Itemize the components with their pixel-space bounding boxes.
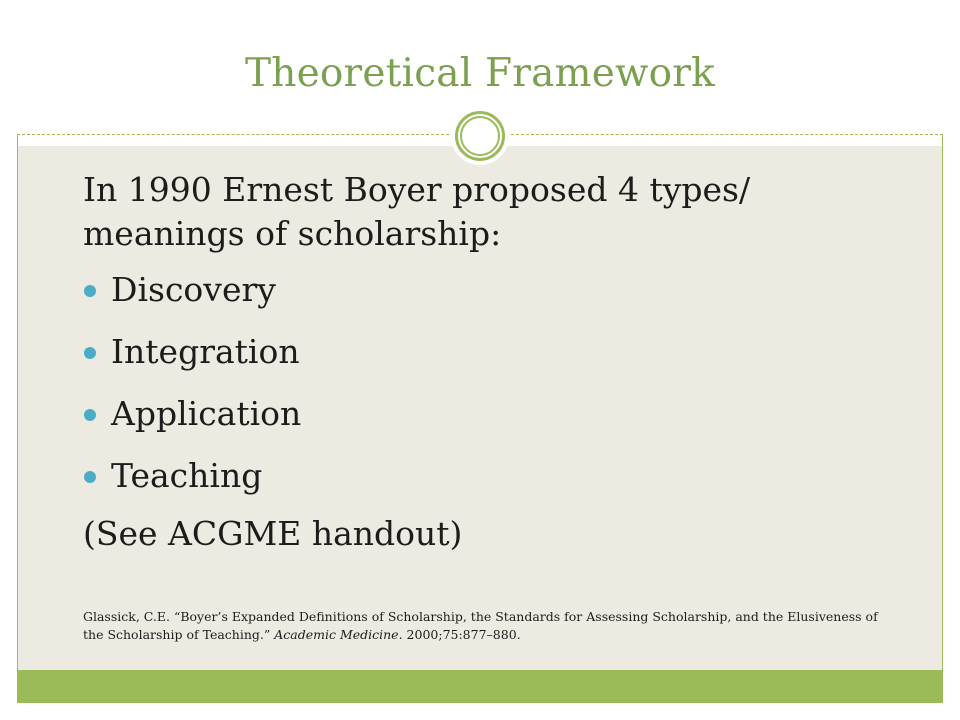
handout-note: (See ACGME handout) bbox=[83, 514, 463, 553]
bullet-item-discovery bbox=[83, 270, 883, 310]
bullet-item-teaching bbox=[83, 456, 883, 496]
bullet-label: Discovery bbox=[111, 270, 276, 309]
bullet-list bbox=[83, 270, 883, 496]
bullet-label: Integration bbox=[111, 332, 300, 371]
bullet-dot-icon bbox=[84, 471, 96, 483]
bullet-dot-icon bbox=[84, 347, 96, 359]
bullet-dot-icon bbox=[84, 409, 96, 421]
bullet-item-application bbox=[83, 394, 883, 434]
bullet-item-integration bbox=[83, 332, 883, 372]
citation bbox=[83, 608, 883, 644]
inner-ring-icon bbox=[460, 116, 500, 156]
bullet-label: Teaching bbox=[111, 456, 263, 495]
citation-journal: Academic Medicine bbox=[274, 627, 399, 642]
citation-text: Glassick, C.E. “Boyer’s Expanded Definitions of Scholarship, the Standards for Assessing Scholarship, and the Elusiveness of the Scholarship of Teaching.” bbox=[83, 609, 878, 642]
citation-details: . 2000;75:877–880. bbox=[398, 627, 521, 642]
bullet-label: Application bbox=[111, 394, 302, 433]
intro-text: In 1990 Ernest Boyer proposed 4 types/ meanings of scholarship: bbox=[83, 170, 751, 253]
bullet-dot-icon bbox=[84, 285, 96, 297]
slide-body bbox=[83, 168, 883, 554]
bottom-accent-bar bbox=[18, 670, 942, 702]
slide-title: Theoretical Framework bbox=[245, 51, 715, 96]
